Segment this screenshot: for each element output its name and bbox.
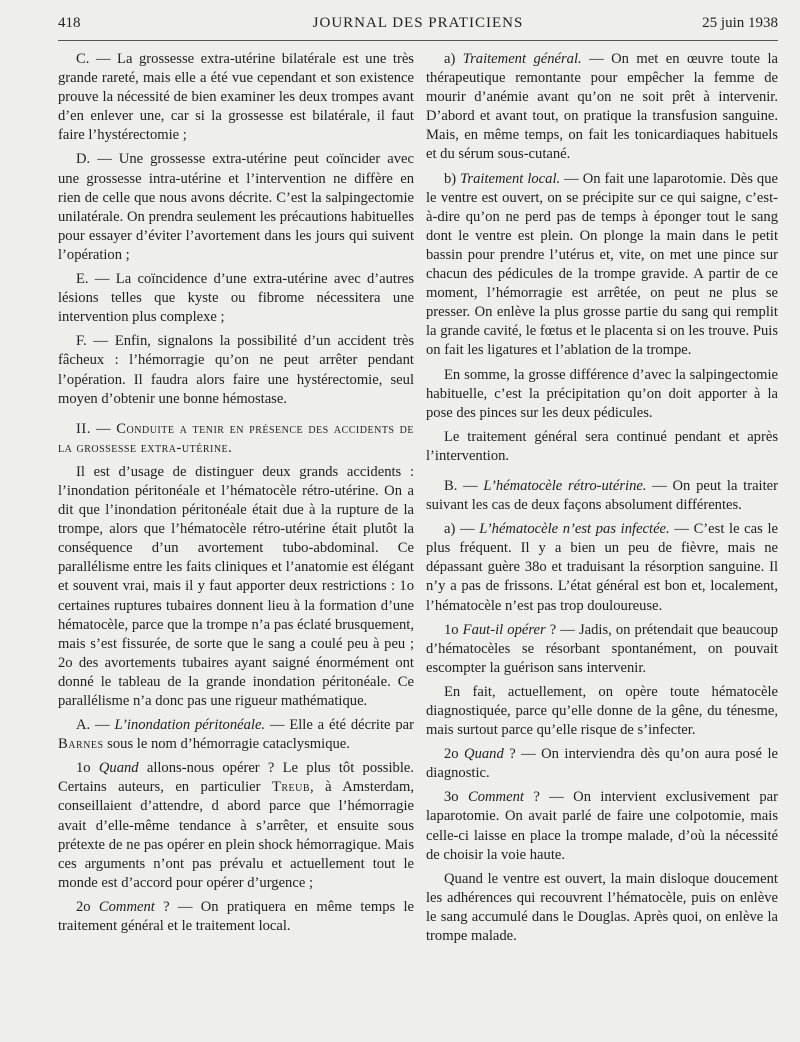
text: — Elle a été décrite par [265,717,414,734]
paragraph-comment [58,898,414,936]
text: — C’est le cas le plus fréquent. Il y a bien un peu de fièvre, mais ne dépassant guère 38o et traduisant la résorption sanguine. Il n’y a pas de frissons. L’état général est bon et, localement, l’hématocèle n’est pas trop douloureuse. [426,521,778,614]
lead: a) — [444,521,480,538]
section-heading: II. — Conduite a tenir en présence des accidents de la grossesse extra-utérine. [58,420,414,456]
paragraph-f: F. — Enfin, signalons la possibilité d’un accident très fâcheux : l’hémorragie qu’on ne peut arrêter pendant l’opération. Il faudra alors faire une hystérectomie, seul moyen d’obtenir une bonne hémostase. [58,333,414,407]
paragraph-ventre-ouvert: Quand le ventre est ouvert, la main disloque doucement les adhérences qui recouvrent l’hématocèle, puis on enlève le sang accumulé dans le Douglas. Après quoi, on enlève la trompe malade. [426,870,778,945]
paragraph-traitement-general [426,50,778,165]
text: , à Amsterdam, conseillaient d’attendre, d abord parce que l’hémorragie avait d’elle-même tendance à s’arrêter, et ensuite sous prétexte de ne pas opérer en plein shock hémorragique. Mais ces arguments n’ont pas prévalu et actuellement tout le monde est d’accord pour opérer d’urgence ; [58,779,414,891]
question: Quand [464,746,504,763]
author-name: Treub [271,779,311,796]
text: ? — On interviendra dès qu’on aura posé le diagnostic. [426,746,778,782]
subtitle: Traitement local. [460,170,561,187]
paragraph-quand-2 [426,745,778,783]
question: Quand [98,760,139,777]
subtitle: L’hématocèle rétro-utérine. [483,477,647,494]
number: 1o [76,760,99,777]
number: 1o [444,621,463,638]
number: 2o [444,746,465,763]
lead: B. — [444,477,484,494]
journal-title: JOURNAL DES PRATICIENS [312,15,524,31]
number: 2o [76,898,99,915]
subtitle: L’inondation péritonéale. [114,717,266,734]
subtitle: Traitement général. [462,51,582,67]
paragraph-non-infectee [426,520,778,615]
header-rule [58,40,778,41]
lead: b) [444,170,461,187]
lead: A. — [76,717,115,734]
paragraph-en-fait: En fait, actuellement, on opère toute hématocèle diagnostiquée, parce qu’elle donne de la gêne, du ténesme, mais surtout parce qu’elle risque de s’infecter. [426,683,778,739]
lead: a) [444,51,463,67]
question: Comment [467,789,524,806]
paragraph-quand [58,759,414,893]
paragraph-accidents: Il est d’usage de distinguer deux grands accidents : l’inondation péritonéale et l’hématocèle rétro-utérine. On a dit que l’inondation péritonéale était due à la rupture de la trompe, alors que l’hématocèle rétro-utérine était plutôt la conséquence d’un avortement tubo-abdominal. Ce parallélisme entre les faits cliniques et l’anatomie est élégant et souvent vrai, mais il y faut apporter deux restrictions : 1o certaines ruptures tubaires donnent lieu à la formation d’une hématocèle, parce que la trompe n’a pas éclaté brusquement, mais s’est fissurée, de sorte que le sang a coulé peu à peu ; 2o des avortements tubaires ayant saigné énormément ont donné le tableau de la grande inondation péritonéale. Ce parallélisme n’a donc pas une rigueur mathématique. [58,463,414,709]
text: — On met en œuvre toute la thérapeutique remontante pour empêcher la femme de mourir d’anémie avant qu’on ne soit prêt à intervenir. D’abord et avant tout, on pratique la transfusion sanguine. Mais, en même temps, on fait les tonicardiaques habituels et du sérum sous-cutané. [426,51,778,163]
page-number: 418 [58,15,81,31]
running-header [58,15,778,39]
left-column [58,50,414,941]
paragraph-traitement-local [426,170,778,361]
paragraph-c: C. — La grossesse extra-utérine bilatérale est une très grande rareté, mais elle a été vue cependant et son existence prouve la nécessité de bien examiner les deux trompes avant d’en enlever une, car si la grossesse est bilatérale, il faut faire l’hystérectomie ; [58,51,414,144]
number: 3o [444,789,468,806]
paragraph-inondation [58,716,414,754]
paragraph-comment-2 [426,788,778,864]
subtitle: L’hématocèle n’est pas infectée. [479,521,670,538]
question: Comment [98,898,155,915]
paragraph-traitement-continue: Le traitement général sera continué pendant et après l’intervention. [426,428,778,464]
paragraph-e: E. — La coïncidence d’une extra-utérine avec d’autres lésions telles que kyste ou fibrome nécessitera une intervention plus complexe ; [58,271,414,326]
text: — On fait une laparotomie. Dès que le ventre est ouvert, on se précipite sur ce qui saigne, c’est-à-dire qu’on ne perd pas de temps à éponger tout le sang dont le ventre est plein. On plonge la main dans le petit bassin pour prendre l’utérus et, vite, on met une pince sur chacun des pédicules de la trompe gravide. A partir de ce moment, l’hémorragie est arrêtée, on peut ne plus se presser. On enlève la plus grosse partie du sang qui remplit la grande cavité, le fœtus et le placenta si on les trouve. Puis on fait les ligatures et l’ablation de la trompe. [426,170,778,359]
issue-date: 25 juin 1938 [702,15,778,31]
right-column [426,50,778,951]
paragraph-en-somme: En somme, la grosse différence d’avec la salpingectomie habituelle, c’est la précipitation qu’on doit apporter à la pose des pinces sur les deux pédicules. [426,366,778,421]
paragraph-hematocele [426,477,778,515]
paragraph-d: D. — Une grossesse extra-utérine peut coïncider avec une grossesse intra-utérine et l’intervention ne diffère en rien de celle que nous avons décrite. C’est la salpingectomie unilatérale. On prendra seulement les précautions habituelles pour essayer d’éviter l’avortement dans les jours qui suivent l’opération ; [58,151,414,263]
text: — On peut la traiter suivant les cas de deux façons absolument différentes. [426,477,778,514]
author-name: Barnes [58,736,104,753]
paragraph-faut-il-operer [426,621,778,678]
question: Faut-il opérer [462,621,546,638]
text: allons-nous opérer ? Le plus tôt possible. Certains auteurs, en particulier [58,760,415,796]
text: sous le nom d’hémorragie cataclysmique. [103,736,350,753]
text: ? — Jadis, on prétendait que beaucoup d’hématocèles se résorbant spontanément, on pouvait escompter la guérison sans intervenir. [426,621,779,676]
text: ? — On intervient exclusivement par laparotomie. On avait parlé de faire une colpotomie, mais celle-ci laisse en place la trompe malade, d’où la nécessité de choisir la voie haute. [426,789,778,863]
text: ? — On pratiquera en même temps le traitement général et le traitement local. [58,898,414,935]
